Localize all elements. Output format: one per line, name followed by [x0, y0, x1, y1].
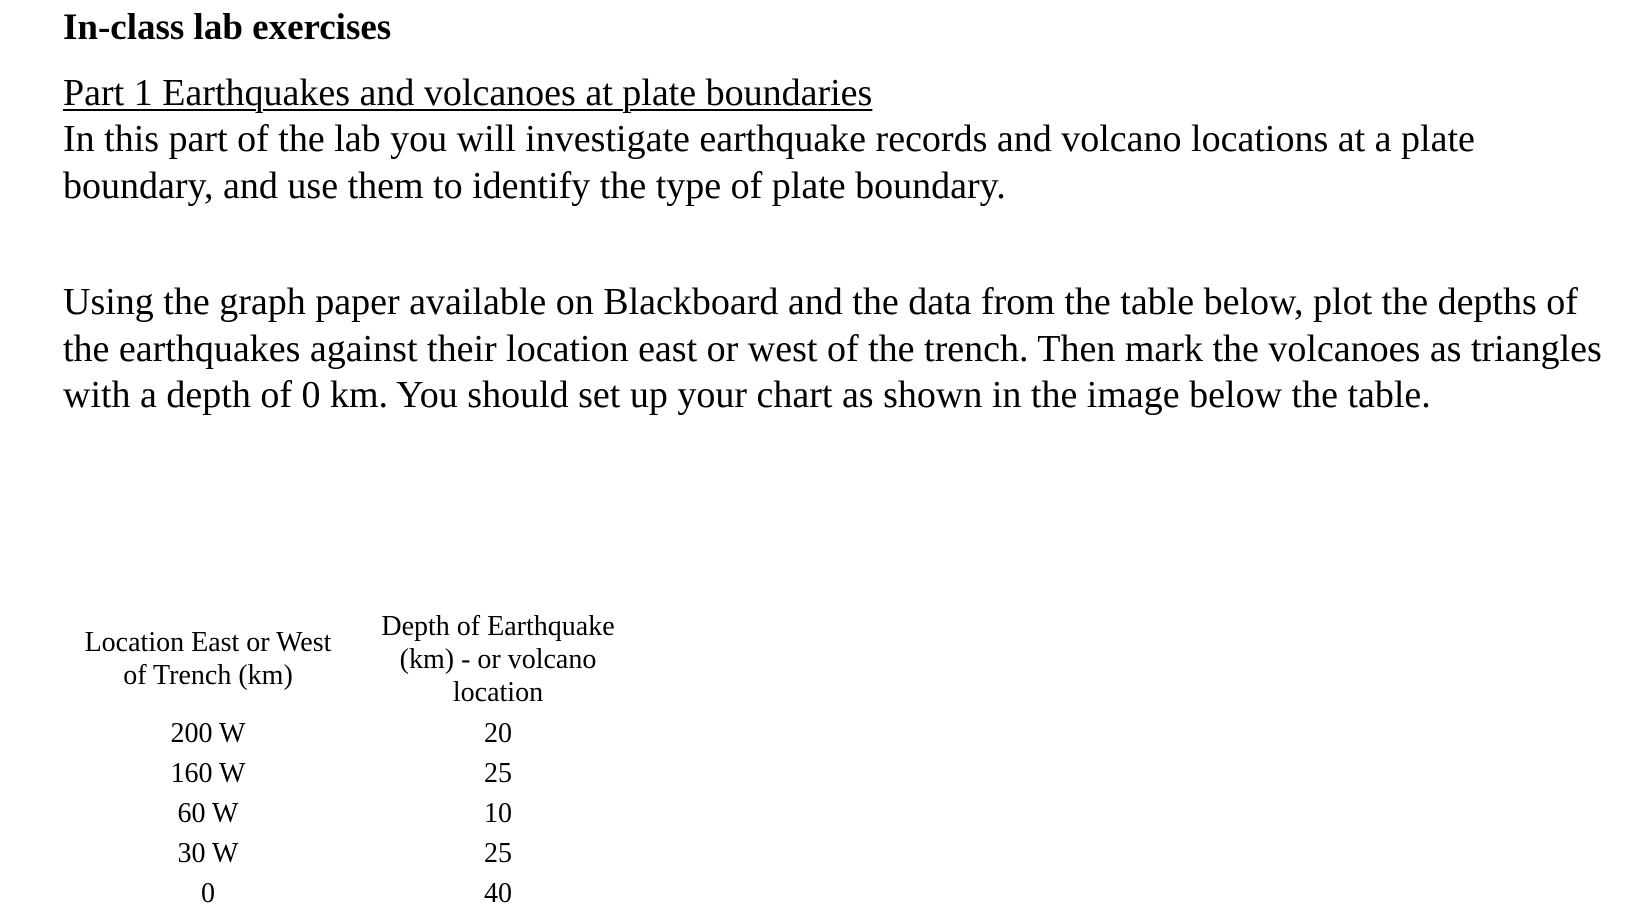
- part-title: Part 1 Earthquakes and volcanoes at plate boundaries: [63, 72, 873, 114]
- location-cell: 160 W: [170, 758, 246, 789]
- table-row: [63, 714, 643, 754]
- depth-header-line: location: [452, 676, 544, 708]
- location-column-header: [63, 604, 353, 714]
- location-cell: 30 W: [177, 838, 239, 869]
- instructions-paragraph: Using the graph paper available on Blackboard and the data from the table below, plot the depths of the earthquakes against their location east or west of the trench. Then mark the volcanoes as triangles with a depth of 0 km. You should set up your chart as shown in the image below the table.: [63, 281, 1602, 416]
- table-row: [63, 874, 643, 914]
- depth-cell: 25: [484, 758, 512, 789]
- depth-cell: 10: [484, 798, 512, 829]
- location-header-line: of Trench (km): [123, 660, 293, 691]
- depth-column-header: [353, 604, 643, 714]
- table-row: [63, 794, 643, 834]
- table-header-row: [63, 604, 643, 714]
- depth-cell: 40: [484, 878, 512, 909]
- location-cell: 60 W: [177, 798, 239, 829]
- depth-cell: 25: [484, 838, 512, 869]
- earthquake-data-table: [63, 604, 643, 914]
- depth-header-line: (km) - or volcano: [399, 643, 597, 675]
- intro-paragraph: In this part of the lab you will investigate earthquake records and volcano locations at a plate boundary, and use them to identify the type of plate boundary.: [63, 118, 1475, 207]
- depth-cell: 20: [484, 718, 512, 749]
- page-heading: In-class lab exercises: [63, 7, 392, 48]
- table-row: [63, 834, 643, 874]
- location-cell: 0: [201, 878, 215, 909]
- location-cell: 200 W: [170, 718, 246, 749]
- table-row: [63, 754, 643, 794]
- location-header-line: Location East or West: [84, 627, 332, 658]
- depth-header-line: Depth of Earthquake: [381, 610, 615, 642]
